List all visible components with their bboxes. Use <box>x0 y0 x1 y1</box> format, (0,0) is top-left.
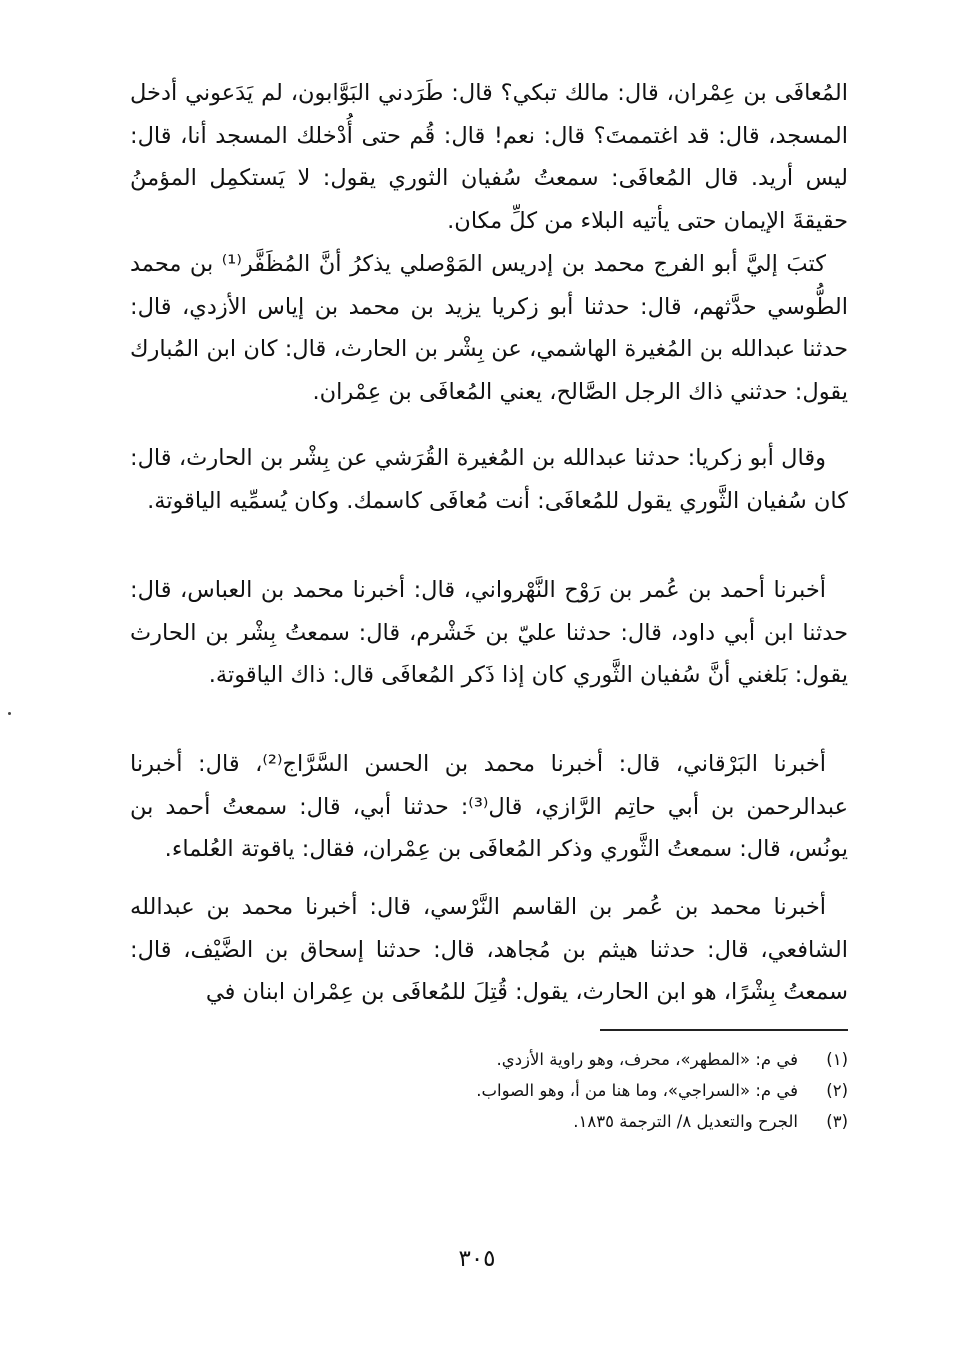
footnote-text: الجرح والتعديل ٨/ الترجمة ١٨٣٥. <box>573 1112 798 1131</box>
main-text <box>130 72 848 242</box>
footnote-text: في م: «السراجي»، وما هنا من أ، وهو الصواب. <box>476 1081 798 1100</box>
main-text-4 <box>130 569 848 697</box>
scan-speck <box>8 712 11 715</box>
main-text-3 <box>130 437 848 522</box>
footnote-number: (١) <box>826 1050 848 1069</box>
footnote-2 <box>300 1075 848 1106</box>
footnote-text: في م: «المطهر»، محرف، وهو راوية الأزدي. <box>496 1050 798 1069</box>
footnotes <box>300 1044 848 1137</box>
paragraph-6: أخبرنا محمد بن عُمر بن القاسم النَّرْسي، قال: أخبرنا محمد بن عبدالله الشافعي، قال: حدثنا هيثم بن مُجاهد، قال: حدثنا إسحاق بن الضَّيْف، قال: سمعتُ بِشْرًا، هو ابن الحارث، يقول: قُتِلَ للمُعافَى بن عِمْران ابنان في <box>130 894 848 1005</box>
footnote-number: (٣) <box>826 1112 848 1131</box>
main-text-6 <box>130 886 848 1014</box>
main-text-2 <box>130 243 848 413</box>
paragraph-3: وقال أبو زكريا: حدثنا عبدالله بن المُغيرة القُرَشي عن بِشْر بن الحارث، قال: كان سُفيان الثَّوري يقول للمُعافَى: أنت مُعافَى كاسمك. وكان يُسمِّيه الياقوتة. <box>130 445 848 514</box>
footnote-1 <box>300 1044 848 1075</box>
footnote-3 <box>300 1106 848 1137</box>
footnote-number: (٢) <box>826 1081 848 1100</box>
paragraph-5: أخبرنا البَرْقاني، قال: أخبرنا محمد بن الحسن السَّرَّاج⁽²⁾، قال: أخبرنا عبدالرحمن بن أبي حاتِم الرَّازي، قال⁽³⁾: حدثنا أبي، قال: سمعتُ أحمد بن يونُس، قال: سمعتُ الثَّوري وذكر المُعافَى بن عِمْران، فقال: ياقوتة العُلماء. <box>130 751 848 862</box>
paragraph-2: كتبَ إليَّ أبو الفرج محمد بن إدريس المَوْصلي يذكرُ أنَّ المُظَفَّر⁽¹⁾ بن محمد الطُّوسي حدَّثهم، قال: حدثنا أبو زكريا يزيد بن محمد بن إياس الأزدي، قال: حدثنا عبدالله بن المُغيرة الهاشمي، عن بِشْر بن الحارث، قال: كان ابن المُبارك يقول: حدثني ذاك الرجل الصَّالح، يعني المُعافَى بن عِمْران. <box>130 251 848 405</box>
footnote-separator <box>600 1029 848 1031</box>
paragraph-1: المُعافَى بن عِمْران، قال: مالك تبكي؟ قال: طَرَدني البَوَّابون، لم يَدَعوني أدخل المسجد، قال: قد اغتممتَ؟ قال: نعم! قال: قُم حتى أُدْخلك المسجد أنا، قال: ليس أريد. قال المُعافَى: سمعتُ سُفيان الثوري يقول: لا يَستكمِل المؤمنُ حقيقةَ الإيمان حتى يأتيه البلاء من كلِّ مكان. <box>130 80 848 234</box>
page-number: ٣٠٥ <box>458 1246 496 1272</box>
main-text-5 <box>130 743 848 871</box>
paragraph-4: أخبرنا أحمد بن عُمر بن رَوْح النَّهْرواني، قال: أخبرنا محمد بن العباس، قال: حدثنا ابن أبي داود، قال: حدثنا عليّ بن خَشْرم، قال: سمعتُ بِشْر بن الحارث يقول: بَلغني أنَّ سُفيان الثَّوري كان إذا ذَكر المُعافَى قال: ذاك الياقوتة. <box>130 577 848 688</box>
